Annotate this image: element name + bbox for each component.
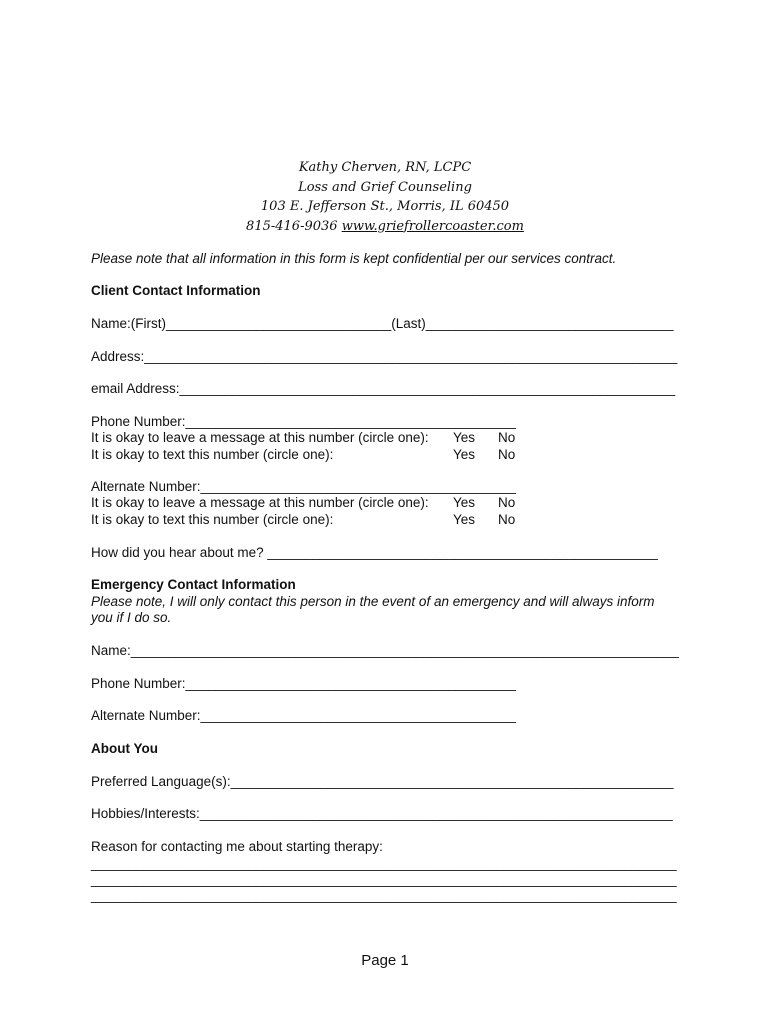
website-link[interactable]: www.griefrollercoaster.com	[341, 218, 524, 234]
phone-message-question: It is okay to leave a message at this number (circle one):	[91, 430, 429, 445]
alt-text-yes[interactable]: Yes	[453, 512, 476, 527]
client-contact-heading: Client Contact Information	[91, 283, 261, 298]
practice-phone: 815-416-9036	[246, 218, 338, 234]
emergency-alt-phone-field[interactable]: Alternate Number:__________________________________________	[91, 708, 516, 723]
emergency-name-field[interactable]: Name:_________________________________________________________________________	[91, 643, 679, 658]
therapy-reason-line-1[interactable]: ______________________________________________________________________________	[91, 856, 677, 871]
preferred-language-field[interactable]: Preferred Language(s):___________________________________________________________	[91, 774, 674, 789]
client-email-field[interactable]: email Address:__________________________________________________________________	[91, 381, 676, 396]
emergency-contact-heading: Emergency Contact Information	[91, 577, 296, 592]
client-phone-field[interactable]: Phone Number:____________________________________________	[91, 414, 516, 429]
alt-message-yes[interactable]: Yes	[453, 495, 476, 510]
practice-name: Loss and Grief Counseling	[298, 179, 472, 195]
alt-message-no[interactable]: No	[498, 495, 516, 510]
client-name-field[interactable]: Name:(First)______________________________(Last)_________________________________	[91, 316, 674, 331]
hobbies-field[interactable]: Hobbies/Interests:_______________________________________________________________	[91, 806, 673, 821]
client-address-field[interactable]: Address:_______________________________________________________________________	[91, 349, 678, 364]
alt-message-question: It is okay to leave a message at this number (circle one):	[91, 495, 429, 510]
therapy-reason-label: Reason for contacting me about starting therapy:	[91, 839, 383, 854]
page-number: Page 1	[361, 952, 409, 969]
letterhead	[0, 158, 770, 236]
phone-message-no[interactable]: No	[498, 430, 516, 445]
therapy-reason-line-3[interactable]: ______________________________________________________________________________	[91, 888, 677, 903]
alt-text-no[interactable]: No	[498, 512, 516, 527]
emergency-note-line-1: Please note, I will only contact this person in the event of an emergency and will always inform	[91, 594, 655, 609]
contact-line	[0, 217, 770, 237]
confidentiality-notice: Please note that all information in this form is kept confidential per our services contract.	[91, 251, 617, 266]
therapy-reason-line-2[interactable]: ______________________________________________________________________________	[91, 872, 677, 887]
practitioner-name: Kathy Cherven, RN, LCPC	[298, 160, 472, 175]
practice-address: 103 E. Jefferson St., Morris, IL 60450	[260, 199, 510, 214]
referral-source-field[interactable]: How did you hear about me? ____________________________________________________	[91, 545, 658, 560]
phone-message-yes[interactable]: Yes	[453, 430, 476, 445]
phone-text-yes[interactable]: Yes	[453, 447, 476, 462]
alt-text-question: It is okay to text this number (circle one):	[91, 512, 334, 527]
emergency-phone-field[interactable]: Phone Number:____________________________________________	[91, 676, 516, 691]
about-you-heading: About You	[91, 741, 158, 756]
phone-text-no[interactable]: No	[498, 447, 516, 462]
emergency-note-line-2: you if I do so.	[91, 610, 172, 625]
phone-text-question: It is okay to text this number (circle one):	[91, 447, 334, 462]
client-alt-phone-field[interactable]: Alternate Number:__________________________________________	[91, 479, 516, 494]
